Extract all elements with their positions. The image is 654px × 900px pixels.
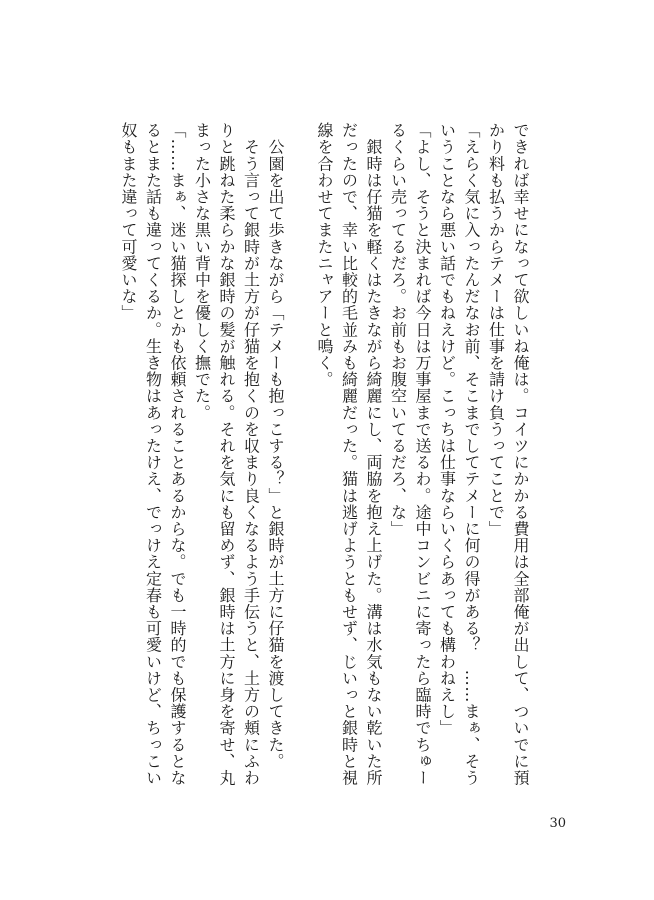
text-line: りと跳ねた柔らかな銀時の髪が触れる。それを気にも留めず、銀時は土方に身を寄せ、丸 — [217, 122, 236, 786]
text-line: るとまた話も違ってくるか。生き物はあったけえ、でっけえ定春も可愛いけど、ちっこい — [143, 122, 163, 786]
text-line: 公園を出て歩きながら「テメーも抱っこする？」と銀時が土方に仔猫を渡してきた。 — [266, 122, 285, 770]
text-line: まった小さな黒い背中を優しく撫でた。 — [192, 122, 212, 421]
text-line: できれば幸せになって欲しいね俺は。コイツにかかる費用は全部俺が出して、ついでに預 — [511, 122, 530, 786]
text-line: かり料も払うからテメーは仕事を請け負うってことで」 — [486, 122, 506, 537]
text-line: 「……まぁ、迷い猫探しとかも依頼されることあるからな。でも一時的でも保護するとな — [168, 122, 187, 786]
vertical-text-body — [116, 122, 533, 842]
page-number: 30 — [549, 816, 566, 831]
text-line: そう言って銀時が土方が仔猫を抱くのを収まり良くなるよう手伝うと、土方の頬にふわ — [241, 122, 261, 786]
text-line: 「えらく気に入ったんだなお前、そこまでしてテメーに何の得がある？ ……まぁ、そう — [462, 122, 481, 786]
text-line: 線を合わせてまたニャアーと鳴く。 — [315, 122, 334, 388]
text-line: いうことなら悪い話でもねえけど。こっちは仕事ならいくらあっても構わねえし」 — [437, 122, 457, 737]
text-line: 「よし、そうと決まれば今日は万事屋まで送るわ。途中コンビニに寄ったら臨時でちゅー — [413, 122, 432, 786]
text-line: 奴もまた違って可愛いな」 — [119, 122, 138, 322]
blank-line — [287, 122, 312, 842]
text-line: 銀時は仔猫を軽くはたきながら綺麗にし、両脇を抱え上げた。溝は水気もない乾いた所 — [364, 122, 383, 786]
text-line: るくらい売ってるだろ。お前もお腹空いてるだろ、な」 — [388, 122, 408, 537]
text-line: だったので、幸い比較的毛並みも綺麗だった。猫は逃げようともせず、じいっと銀時と視 — [339, 122, 359, 786]
